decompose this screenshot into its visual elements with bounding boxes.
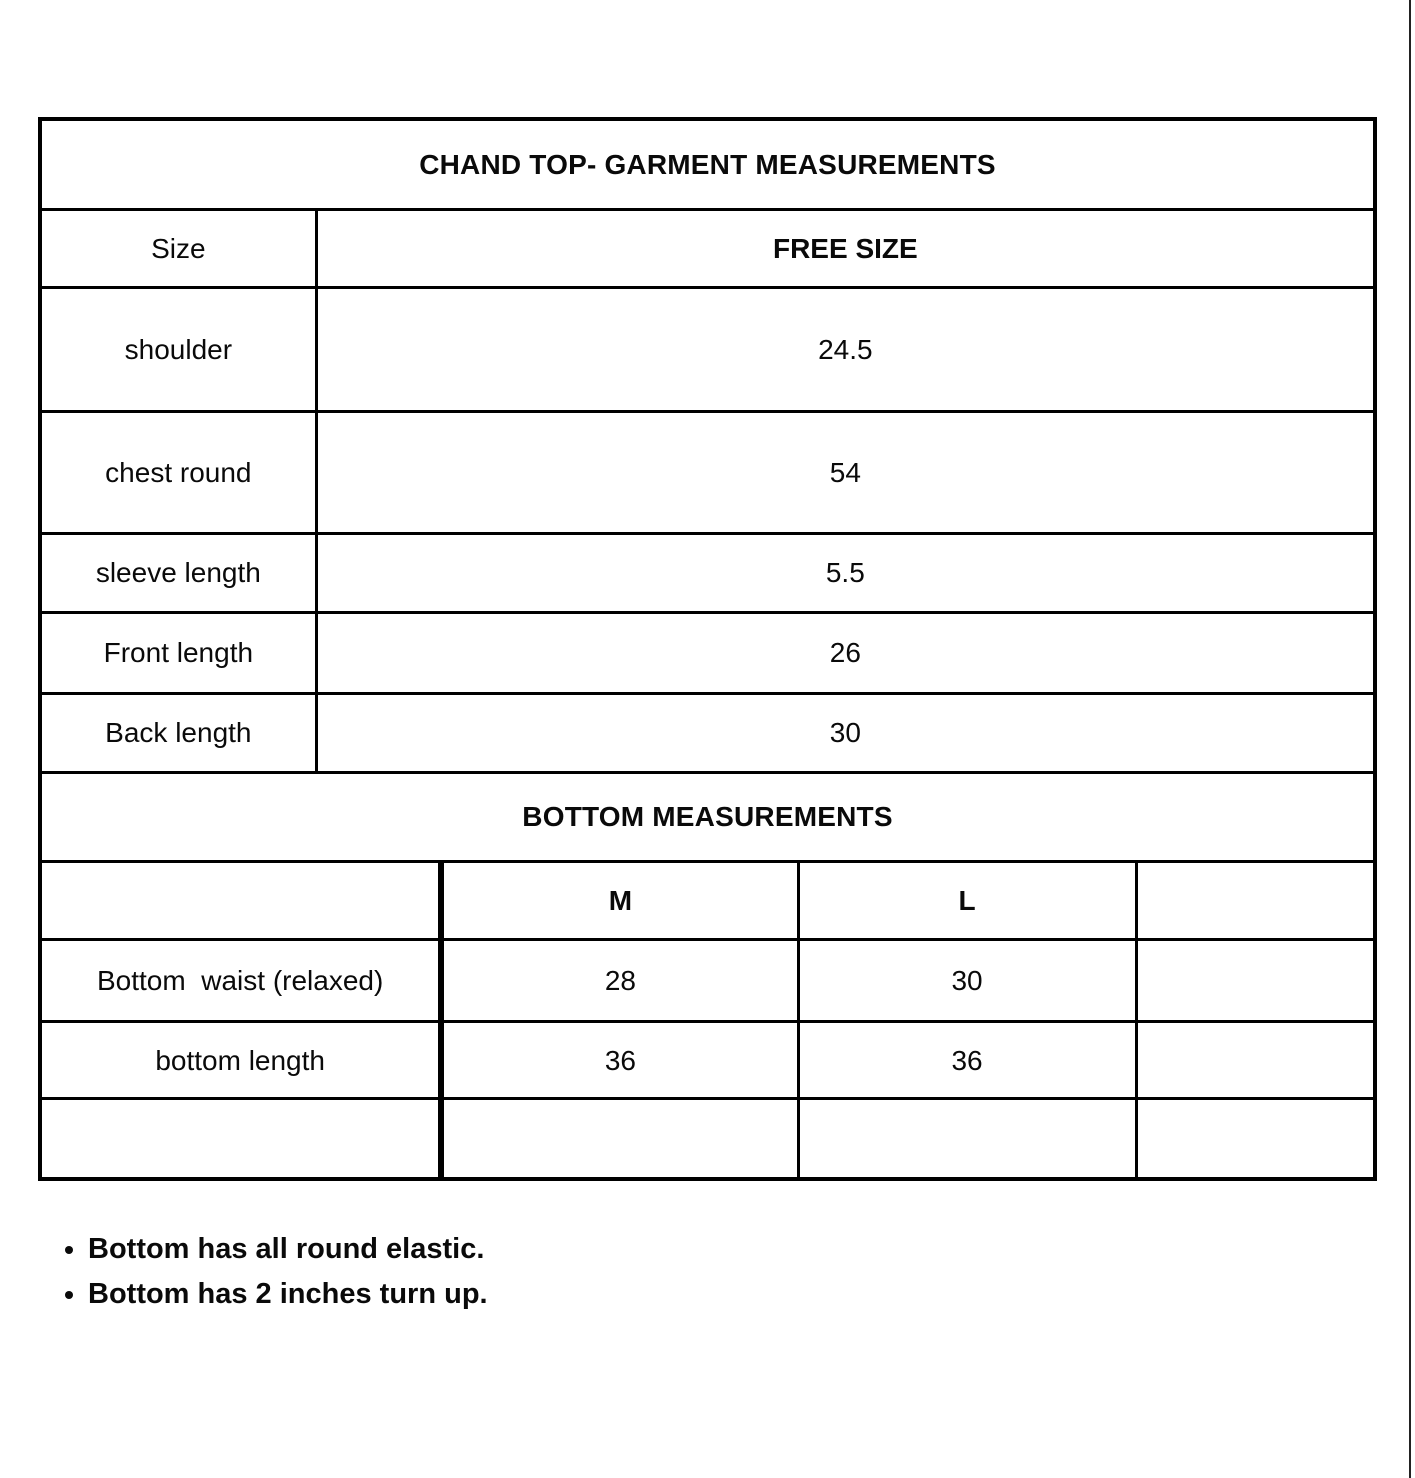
back-length-label: Back length [42,693,316,772]
column-header-m: M [441,863,798,940]
garment-table-title: CHAND TOP- GARMENT MEASUREMENTS [42,121,1373,209]
bottom-waist-m-value: 28 [441,940,798,1022]
bottom-waist-l-value: 30 [798,940,1136,1022]
bottom-length-extra-cell [1136,1022,1373,1099]
note-turn-up: • Bottom has 2 inches turn up. [88,1277,488,1312]
table-row [42,863,1373,940]
table-row [42,693,1373,772]
garment-measurements-table [42,121,1373,863]
sleeve-length-label: sleeve length [42,533,316,612]
table-row [42,533,1373,612]
column-header-l: L [798,863,1136,940]
table-row [42,121,1373,209]
chest-round-label: chest round [42,411,316,533]
chest-round-value: 54 [316,411,1373,533]
shoulder-value: 24.5 [316,287,1373,411]
table-row [42,287,1373,411]
bottom-measurements-title: BOTTOM MEASUREMENTS [42,772,1373,861]
table-row [42,612,1373,693]
empty-row-extra-cell [1136,1099,1373,1177]
back-length-value: 30 [316,693,1373,772]
table-row [42,209,1373,287]
bottom-length-label: bottom length [42,1022,441,1099]
shoulder-label: shoulder [42,287,316,411]
bottom-length-l-value: 36 [798,1022,1136,1099]
bottom-waist-label: Bottom waist (relaxed) [42,940,441,1022]
table-row [42,940,1373,1022]
empty-row-l-cell [798,1099,1136,1177]
size-chart-table [38,117,1377,1181]
page-edge-line [1409,0,1411,1478]
note-elastic: • Bottom has all round elastic. [88,1232,488,1267]
notes-list [38,1232,488,1322]
bottom-measurements-table [42,863,1373,1177]
table-row [42,772,1373,861]
bottom-waist-extra-cell [1136,940,1373,1022]
bottom-length-m-value: 36 [441,1022,798,1099]
table-row [42,1022,1373,1099]
sleeve-length-value: 5.5 [316,533,1373,612]
bottom-header-extra-blank [1136,863,1373,940]
size-value: FREE SIZE [316,209,1373,287]
front-length-value: 26 [316,612,1373,693]
table-row [42,411,1373,533]
bottom-header-blank [42,863,441,940]
front-length-label: Front length [42,612,316,693]
empty-row-m-cell [441,1099,798,1177]
empty-row-label-cell [42,1099,441,1177]
size-label: Size [42,209,316,287]
table-row [42,1099,1373,1177]
